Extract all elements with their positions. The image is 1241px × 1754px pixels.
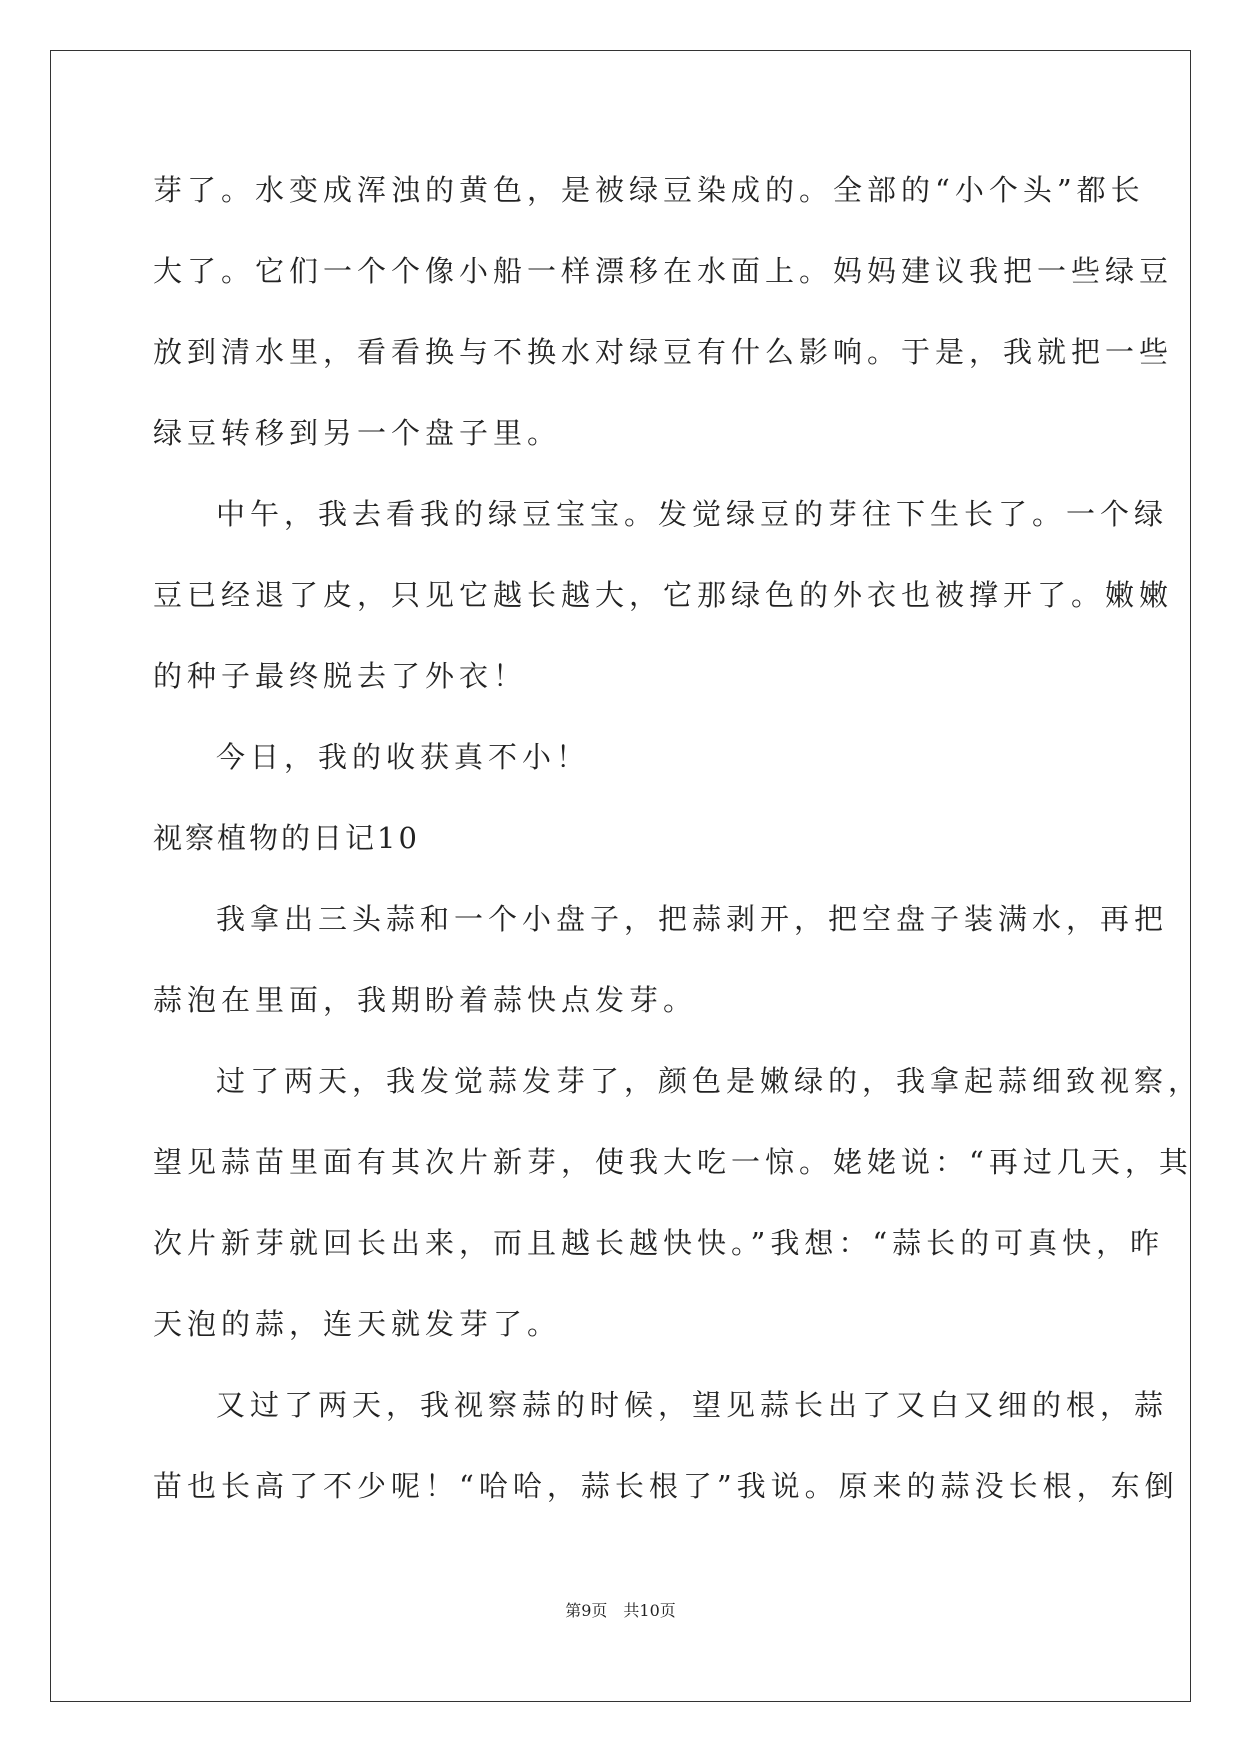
text-line: 蒜泡在里面，我期盼着蒜快点发芽。 <box>153 983 698 1017</box>
text-line: 天泡的蒜，连天就发芽了。 <box>153 1307 562 1341</box>
document-body <box>153 160 1203 1537</box>
text-line: 芽了。水变成浑浊的黄色，是被绿豆染成的。全部的“小个头”都长 <box>153 173 1145 207</box>
text-line: 苗也长高了不少呢！“哈哈，蒜长根了”我说。原来的蒜没长根，东倒 <box>153 1469 1179 1503</box>
page-number-footer: 第9页 共10页 <box>565 1601 676 1620</box>
text-line: 绿豆转移到另一个盘子里。 <box>153 416 562 450</box>
text-line: 豆已经退了皮，只见它越长越大，它那绿色的外衣也被撑开了。嫩嫩 <box>153 578 1174 612</box>
text-line: 我拿出三头蒜和一个小盘子，把蒜剥开，把空盘子装满水，再把 <box>216 902 1169 936</box>
text-line: 望见蒜苗里面有其次片新芽，使我大吃一惊。姥姥说：“再过几天，其 <box>153 1145 1193 1179</box>
text-line: 的种子最终脱去了外衣！ <box>153 659 528 693</box>
text-line: 今日，我的收获真不小！ <box>216 740 591 774</box>
section-heading: 视察植物的日记10 <box>153 821 420 855</box>
text-line: 中午，我去看我的绿豆宝宝。发觉绿豆的芽往下生长了。一个绿 <box>216 497 1169 531</box>
text-line: 大了。它们一个个像小船一样漂移在水面上。妈妈建议我把一些绿豆 <box>153 254 1174 288</box>
text-line: 又过了两天，我视察蒜的时候，望见蒜长出了又白又细的根，蒜 <box>216 1388 1169 1422</box>
text-line: 放到清水里，看看换与不换水对绿豆有什么影响。于是，我就把一些 <box>153 335 1174 369</box>
text-line: 次片新芽就回长出来，而且越长越快快。”我想：“蒜长的可真快，昨 <box>153 1226 1165 1260</box>
text-line: 过了两天，我发觉蒜发芽了，颜色是嫩绿的，我拿起蒜细致视察， <box>216 1064 1203 1098</box>
